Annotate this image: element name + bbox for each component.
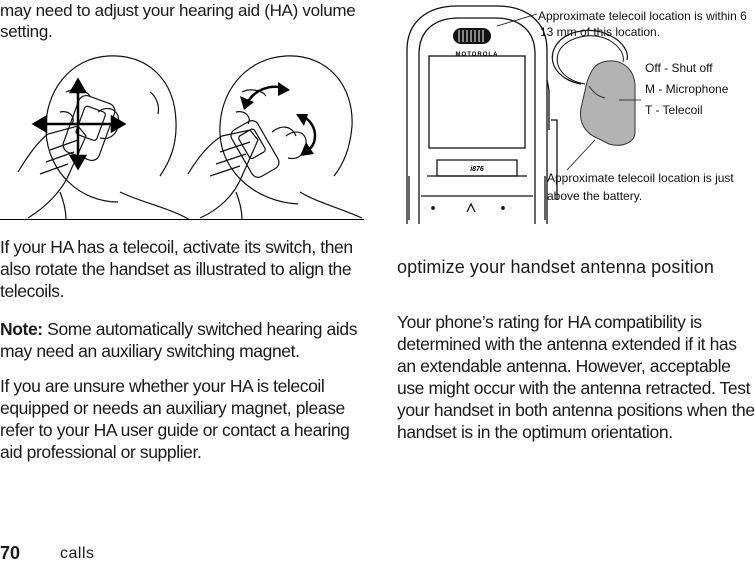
- note-paragraph: [0, 318, 365, 362]
- phone-brand-label: MOTOROLA: [455, 52, 499, 58]
- callout-bottom-line-2: above the battery.: [547, 189, 643, 203]
- illustration-divider: [0, 219, 364, 220]
- telecoil-location-illustration: [397, 0, 755, 224]
- note-label: Note:: [0, 319, 43, 339]
- callout-bottom-line-1: Approximate telecoil location is just: [547, 171, 734, 185]
- callout-bottom: [547, 171, 737, 203]
- antenna-paragraph: Your phone’s rating for HA compatibility is determined with the antenna extended if it has an extendable antenna. However, acceptable use might occur with the antenna retracted. Test your handset in both antenna positions when the handset is in the optimum orientation.: [397, 312, 755, 442]
- switch-labels: [645, 61, 732, 117]
- note-text: Some automatically switched hearing aids may need an auxiliary switching magnet.: [0, 319, 358, 361]
- page-number: 70: [0, 543, 21, 563]
- callout-top-line-1: Approximate telecoil location is within 6: [538, 9, 747, 23]
- switch-label-telecoil: T - Telecoil: [645, 103, 703, 117]
- switch-label-off: Off - Shut off: [645, 61, 713, 75]
- section-heading: optimize your handset antenna position: [397, 257, 715, 277]
- telecoil-paragraph: If your HA has a telecoil, activate its switch, then also rotate the handset as illustrated to align the telecoils.: [0, 237, 353, 301]
- unsure-paragraph: If you are unsure whether your HA is telecoil equipped or needs an auxiliary magnet, please refer to your HA user guide or contact a hearing aid professional or supplier.: [0, 376, 350, 462]
- intro-text: may need to adjust your hearing aid (HA) volume setting.: [0, 1, 356, 41]
- switch-label-mic: M - Microphone: [645, 82, 729, 96]
- phone-model-label: i876: [470, 166, 484, 173]
- callout-top: [538, 9, 750, 39]
- handset-rotation-illustration: [0, 52, 365, 220]
- callout-top-line-2: 13 mm of this location.: [540, 25, 661, 39]
- footer-section-name: calls: [60, 545, 95, 562]
